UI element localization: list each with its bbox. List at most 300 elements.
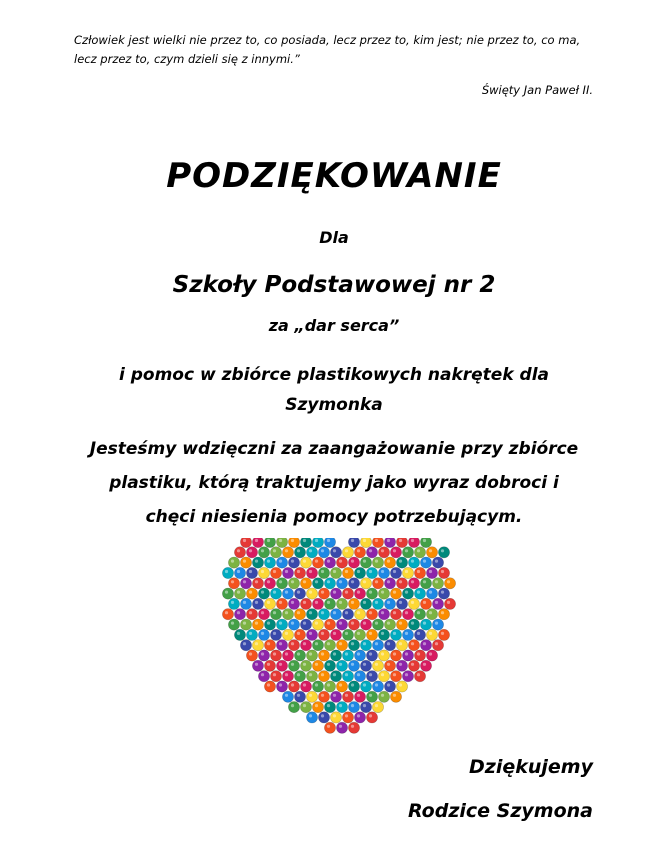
bottle-cap: [330, 650, 341, 661]
bottle-cap: [234, 588, 245, 599]
bottle-cap: [366, 547, 377, 558]
bottle-cap: [324, 538, 335, 548]
bottle-cap-highlight: [417, 632, 420, 635]
bottle-cap: [288, 640, 299, 651]
bottle-cap-highlight: [237, 611, 240, 614]
bottle-cap-highlight: [387, 601, 390, 604]
bottle-cap: [258, 609, 269, 620]
bottle-cap-highlight: [273, 611, 276, 614]
bottle-cap: [360, 702, 371, 713]
bottle-cap: [312, 538, 323, 548]
bottle-cap-highlight: [339, 663, 342, 666]
bottle-cap-highlight: [369, 714, 372, 717]
bottle-cap: [402, 629, 413, 640]
bottle-cap: [246, 629, 257, 640]
thanks-line-1: Jesteśmy wdzięczni za zaangażowanie przy zbiórce: [89, 439, 579, 459]
bottle-cap: [348, 557, 359, 568]
bottle-cap: [228, 598, 239, 609]
bottle-cap: [354, 671, 365, 682]
bottle-cap-highlight: [351, 622, 354, 625]
bottle-cap-highlight: [315, 560, 318, 563]
bottle-cap: [384, 557, 395, 568]
bottle-cap-highlight: [261, 611, 264, 614]
bottle-cap: [372, 681, 383, 692]
bottle-cap-highlight: [423, 622, 426, 625]
bottle-cap: [408, 538, 419, 548]
bottle-cap-highlight: [363, 642, 366, 645]
bottle-cap: [330, 547, 341, 558]
bottle-cap: [240, 640, 251, 651]
bottle-cap: [366, 629, 377, 640]
bottle-cap-highlight: [261, 652, 264, 655]
bottle-cap-highlight: [393, 611, 396, 614]
bottle-cap: [240, 598, 251, 609]
bottle-cap: [444, 578, 455, 589]
bottle-cap-highlight: [339, 642, 342, 645]
bottle-cap-highlight: [303, 642, 306, 645]
bottle-cap: [342, 567, 353, 578]
bottle-cap: [228, 619, 239, 630]
bottle-cap: [378, 547, 389, 558]
bottle-cap: [270, 547, 281, 558]
bottle-cap: [330, 712, 341, 723]
bottle-cap: [444, 598, 455, 609]
bottle-cap-highlight: [357, 714, 360, 717]
bottle-cap: [318, 671, 329, 682]
bottle-cap-highlight: [411, 539, 414, 542]
bottle-cap-highlight: [303, 601, 306, 604]
bottle-cap: [420, 598, 431, 609]
bottle-cap-highlight: [363, 560, 366, 563]
bottle-cap: [336, 702, 347, 713]
bottle-cap-highlight: [417, 549, 420, 552]
bottle-cap: [258, 629, 269, 640]
bottle-cap-highlight: [351, 704, 354, 707]
bottle-cap: [432, 640, 443, 651]
bottle-cap: [360, 681, 371, 692]
bottle-cap: [408, 660, 419, 671]
bottle-cap-highlight: [339, 560, 342, 563]
bottle-cap: [312, 619, 323, 630]
bottle-cap: [228, 578, 239, 589]
bottle-cap-highlight: [387, 580, 390, 583]
bottle-cap-highlight: [339, 683, 342, 686]
bottle-cap-highlight: [321, 652, 324, 655]
bottle-cap-highlight: [249, 549, 252, 552]
bottle-cap-highlight: [333, 591, 336, 594]
bottle-cap: [426, 609, 437, 620]
bottle-cap: [372, 598, 383, 609]
bottle-cap-highlight: [225, 611, 228, 614]
bottle-cap-highlight: [339, 725, 342, 728]
bottle-cap: [324, 640, 335, 651]
bottle-cap: [282, 547, 293, 558]
bottle-cap: [258, 671, 269, 682]
bottle-cap: [294, 547, 305, 558]
bottle-cap-highlight: [267, 601, 270, 604]
bottle-cap-highlight: [273, 632, 276, 635]
bottle-cap-highlight: [285, 652, 288, 655]
bottle-cap-highlight: [255, 539, 258, 542]
bottle-cap: [402, 567, 413, 578]
bottle-cap-highlight: [441, 632, 444, 635]
bottle-cap-highlight: [279, 683, 282, 686]
heart-of-bottle-caps-image: [126, 538, 552, 738]
bottle-cap: [300, 660, 311, 671]
bottle-cap-highlight: [297, 570, 300, 573]
bottle-cap-highlight: [309, 714, 312, 717]
bottle-cap-highlight: [249, 611, 252, 614]
bottle-cap: [384, 660, 395, 671]
bottle-cap-highlight: [273, 673, 276, 676]
bottle-cap-highlight: [291, 580, 294, 583]
bottle-cap: [378, 609, 389, 620]
bottle-cap-highlight: [267, 663, 270, 666]
bottle-cap-highlight: [423, 663, 426, 666]
bottle-cap-highlight: [339, 580, 342, 583]
bottle-cap-highlight: [249, 632, 252, 635]
bottle-cap-highlight: [231, 622, 234, 625]
bottle-cap: [288, 702, 299, 713]
bottle-cap-highlight: [369, 591, 372, 594]
bottle-cap: [222, 567, 233, 578]
bottle-cap-highlight: [375, 683, 378, 686]
bottle-cap-highlight: [381, 611, 384, 614]
bottle-cap: [402, 588, 413, 599]
bottle-cap-highlight: [399, 683, 402, 686]
gift-line: za „dar serca”: [268, 316, 400, 335]
bottle-cap-highlight: [279, 560, 282, 563]
bottle-cap-highlight: [297, 549, 300, 552]
bottle-cap-highlight: [309, 570, 312, 573]
bottle-cap: [270, 567, 281, 578]
bottle-cap: [294, 650, 305, 661]
bottle-cap-highlight: [405, 549, 408, 552]
bottle-cap: [306, 567, 317, 578]
bottle-cap-highlight: [393, 591, 396, 594]
bottle-cap-highlight: [429, 570, 432, 573]
bottle-cap-highlight: [315, 601, 318, 604]
bottle-cap-highlight: [423, 642, 426, 645]
bottle-cap-highlight: [369, 611, 372, 614]
bottle-cap-highlight: [255, 560, 258, 563]
bottle-cap: [390, 567, 401, 578]
bottle-cap-highlight: [309, 591, 312, 594]
bottle-cap-highlight: [243, 539, 246, 542]
bottle-cap: [246, 567, 257, 578]
dedication-for: Dla: [319, 228, 349, 247]
bottle-cap-highlight: [393, 652, 396, 655]
bottle-cap: [408, 598, 419, 609]
bottle-cap: [396, 598, 407, 609]
bottle-cap: [264, 619, 275, 630]
bottle-cap: [252, 598, 263, 609]
bottle-cap: [252, 578, 263, 589]
bottle-cap: [336, 660, 347, 671]
bottle-cap-highlight: [303, 663, 306, 666]
bottle-cap-highlight: [399, 539, 402, 542]
bottle-cap: [360, 660, 371, 671]
bottle-cap: [378, 671, 389, 682]
bottle-cap-highlight: [393, 570, 396, 573]
bottle-cap: [306, 671, 317, 682]
bottle-cap-highlight: [267, 642, 270, 645]
bottle-cap: [372, 702, 383, 713]
bottle-cap-highlight: [369, 694, 372, 697]
bottle-cap: [360, 557, 371, 568]
bottle-cap: [324, 557, 335, 568]
bottle-cap: [324, 702, 335, 713]
bottle-cap: [396, 619, 407, 630]
bottle-cap: [246, 588, 257, 599]
bottle-cap-highlight: [261, 632, 264, 635]
bottle-cap: [318, 629, 329, 640]
bottle-cap: [270, 588, 281, 599]
bottle-cap-highlight: [255, 663, 258, 666]
bottle-cap-highlight: [357, 570, 360, 573]
bottle-cap: [270, 671, 281, 682]
bottle-cap: [372, 557, 383, 568]
bottle-cap: [294, 567, 305, 578]
bottle-cap-highlight: [423, 560, 426, 563]
bottle-cap: [306, 712, 317, 723]
bottle-cap: [432, 557, 443, 568]
bottle-cap: [414, 629, 425, 640]
bottle-cap: [348, 681, 359, 692]
bottle-cap: [270, 609, 281, 620]
bottle-cap-highlight: [243, 622, 246, 625]
bottle-cap-highlight: [357, 632, 360, 635]
bottle-cap: [384, 598, 395, 609]
bottle-cap: [300, 538, 311, 548]
bottle-cap-highlight: [243, 580, 246, 583]
signature-thanks: Dziękujemy: [469, 756, 593, 778]
bottle-cap: [330, 691, 341, 702]
bottle-cap-highlight: [261, 570, 264, 573]
bottle-cap-highlight: [381, 632, 384, 635]
bottle-cap-highlight: [363, 704, 366, 707]
bottle-cap: [306, 547, 317, 558]
bottle-cap-highlight: [375, 560, 378, 563]
bottle-cap: [282, 567, 293, 578]
bottle-cap-highlight: [423, 601, 426, 604]
bottle-cap-highlight: [429, 591, 432, 594]
bottle-cap-highlight: [369, 673, 372, 676]
bottle-cap-highlight: [333, 570, 336, 573]
bottle-cap-highlight: [279, 601, 282, 604]
bottle-cap-highlight: [279, 642, 282, 645]
bottle-cap: [378, 691, 389, 702]
bottle-cap: [432, 578, 443, 589]
bottle-cap: [378, 650, 389, 661]
bottle-cap-highlight: [351, 725, 354, 728]
bottle-cap-highlight: [405, 591, 408, 594]
bottle-cap: [366, 609, 377, 620]
bottle-cap: [366, 712, 377, 723]
help-line-2: Szymonka: [285, 395, 383, 415]
bottle-cap: [276, 619, 287, 630]
bottle-cap-highlight: [399, 622, 402, 625]
bottle-cap-highlight: [441, 570, 444, 573]
bottle-cap-highlight: [369, 652, 372, 655]
bottle-cap-highlight: [303, 683, 306, 686]
bottle-cap: [312, 660, 323, 671]
bottle-cap: [408, 619, 419, 630]
bottle-cap: [282, 650, 293, 661]
bottle-cap: [348, 598, 359, 609]
bottle-cap-highlight: [315, 580, 318, 583]
bottle-cap-highlight: [375, 642, 378, 645]
bottle-cap: [414, 547, 425, 558]
bottle-cap-highlight: [285, 673, 288, 676]
bottle-cap-highlight: [417, 673, 420, 676]
bottle-cap: [258, 547, 269, 558]
bottle-cap-highlight: [291, 539, 294, 542]
bottle-cap: [396, 538, 407, 548]
bottle-cap-highlight: [291, 560, 294, 563]
bottle-cap-highlight: [441, 611, 444, 614]
bottle-cap: [360, 598, 371, 609]
bottle-cap-highlight: [327, 663, 330, 666]
bottle-cap-highlight: [309, 652, 312, 655]
bottle-cap-highlight: [447, 601, 450, 604]
bottle-cap-highlight: [297, 694, 300, 697]
bottle-cap: [366, 691, 377, 702]
bottle-cap: [426, 567, 437, 578]
bottle-cap-highlight: [285, 611, 288, 614]
bottle-cap-highlight: [387, 560, 390, 563]
bottle-cap-highlight: [309, 673, 312, 676]
bottle-cap: [276, 598, 287, 609]
bottle-cap-highlight: [297, 632, 300, 635]
bottle-cap-highlight: [363, 683, 366, 686]
bottle-cap-highlight: [339, 601, 342, 604]
bottle-cap: [360, 619, 371, 630]
bottle-cap-highlight: [237, 549, 240, 552]
bottle-cap-highlight: [351, 642, 354, 645]
bottle-cap-highlight: [345, 632, 348, 635]
bottle-cap-highlight: [375, 704, 378, 707]
bottle-cap-highlight: [351, 601, 354, 604]
bottle-cap: [246, 650, 257, 661]
bottle-cap: [294, 671, 305, 682]
bottle-cap: [294, 629, 305, 640]
bottle-cap: [234, 567, 245, 578]
bottle-cap: [288, 557, 299, 568]
bottle-cap: [438, 567, 449, 578]
bottle-cap-highlight: [279, 580, 282, 583]
bottle-cap: [330, 609, 341, 620]
bottle-cap: [234, 629, 245, 640]
bottle-cap-highlight: [441, 549, 444, 552]
bottle-cap: [222, 588, 233, 599]
bottle-cap: [318, 547, 329, 558]
bottle-cap: [324, 681, 335, 692]
bottle-cap-highlight: [285, 549, 288, 552]
bottle-cap-highlight: [435, 601, 438, 604]
bottle-cap-highlight: [405, 611, 408, 614]
bottle-cap-highlight: [285, 694, 288, 697]
bottle-cap: [258, 588, 269, 599]
bottle-cap: [276, 538, 287, 548]
bottle-cap: [318, 609, 329, 620]
bottle-cap: [336, 722, 347, 733]
bottle-cap: [342, 671, 353, 682]
bottle-cap-highlight: [327, 580, 330, 583]
bottle-cap: [420, 578, 431, 589]
bottle-cap: [324, 619, 335, 630]
bottle-cap-highlight: [363, 539, 366, 542]
bottle-cap-highlight: [417, 611, 420, 614]
bottle-cap-highlight: [327, 725, 330, 728]
bottle-cap: [336, 619, 347, 630]
bottle-cap-highlight: [345, 611, 348, 614]
help-line-1: i pomoc w zbiórce plastikowych nakrętek dla: [118, 365, 550, 385]
bottle-cap-highlight: [381, 673, 384, 676]
bottle-cap: [414, 650, 425, 661]
bottle-cap-highlight: [399, 663, 402, 666]
bottle-cap: [330, 588, 341, 599]
bottle-cap: [354, 691, 365, 702]
bottle-cap: [408, 578, 419, 589]
bottle-cap-highlight: [411, 580, 414, 583]
bottle-cap-highlight: [327, 601, 330, 604]
bottle-cap: [354, 629, 365, 640]
bottle-cap: [390, 650, 401, 661]
bottle-cap: [432, 598, 443, 609]
bottle-cap: [222, 609, 233, 620]
bottle-cap-highlight: [237, 591, 240, 594]
bottle-cap: [276, 557, 287, 568]
bottle-cap: [336, 598, 347, 609]
bottle-cap-highlight: [285, 632, 288, 635]
bottle-cap-highlight: [405, 632, 408, 635]
bottle-cap: [438, 547, 449, 558]
bottle-cap: [384, 640, 395, 651]
bottle-cap-highlight: [375, 663, 378, 666]
bottle-cap-highlight: [255, 642, 258, 645]
bottle-cap: [348, 722, 359, 733]
bottle-cap-highlight: [321, 673, 324, 676]
bottle-cap-highlight: [387, 642, 390, 645]
bottle-cap: [246, 547, 257, 558]
bottle-cap-highlight: [285, 591, 288, 594]
bottle-cap-highlight: [291, 642, 294, 645]
bottle-cap: [276, 640, 287, 651]
bottle-cap: [240, 619, 251, 630]
school-name: Szkoły Podstawowej nr 2: [172, 272, 496, 298]
bottle-cap-highlight: [429, 611, 432, 614]
bottle-cap: [294, 588, 305, 599]
bottle-cap-highlight: [333, 694, 336, 697]
bottle-cap: [276, 660, 287, 671]
bottle-cap: [384, 619, 395, 630]
bottle-cap-highlight: [297, 673, 300, 676]
bottle-cap: [402, 609, 413, 620]
bottle-cap: [246, 609, 257, 620]
bottle-cap: [420, 660, 431, 671]
bottle-cap: [390, 547, 401, 558]
bottle-cap-highlight: [333, 673, 336, 676]
bottle-cap-highlight: [291, 601, 294, 604]
bottle-cap: [390, 609, 401, 620]
bottle-cap-highlight: [345, 549, 348, 552]
bottle-cap: [312, 598, 323, 609]
bottle-cap-highlight: [249, 652, 252, 655]
bottle-cap: [318, 650, 329, 661]
bottle-cap-highlight: [381, 591, 384, 594]
bottle-cap-highlight: [309, 694, 312, 697]
